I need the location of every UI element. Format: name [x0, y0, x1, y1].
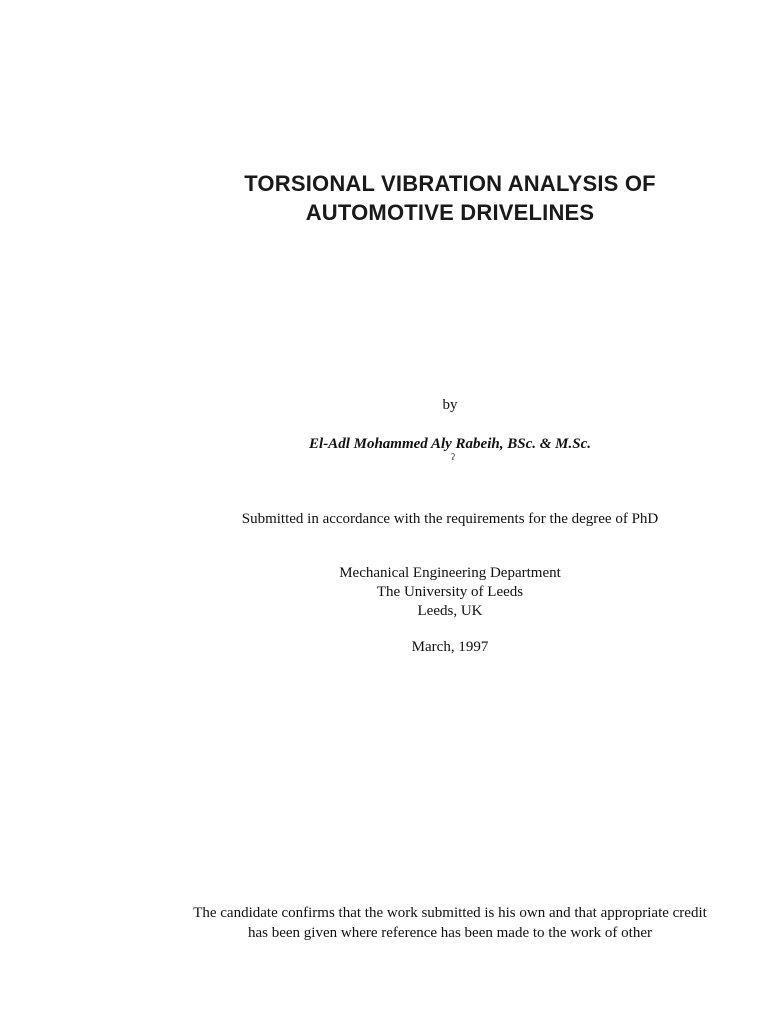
declaration-line-1: The candidate confirms that the work submitted is his own and that appropriate credit: [193, 905, 707, 921]
thesis-title-line-2: AUTOMOTIVE DRIVELINES: [305, 200, 595, 225]
degree-statement: Submitted in accordance with the requirements for the degree of PhD: [241, 511, 659, 527]
author-name: El-Adl Mohammed Aly Rabeih, BSc. & M.Sc.: [309, 436, 591, 452]
university: The University of Leeds: [376, 584, 524, 600]
location: Leeds, UK: [417, 603, 483, 619]
byline: by: [442, 397, 458, 413]
stray-mark: ʔ: [451, 452, 455, 462]
department: Mechanical Engineering Department: [339, 565, 561, 581]
declaration-line-2: has been given where reference has been made to the work of other: [248, 925, 652, 941]
thesis-title-line-1: TORSIONAL VIBRATION ANALYSIS OF: [244, 171, 656, 196]
submission-date: March, 1997: [411, 639, 489, 655]
